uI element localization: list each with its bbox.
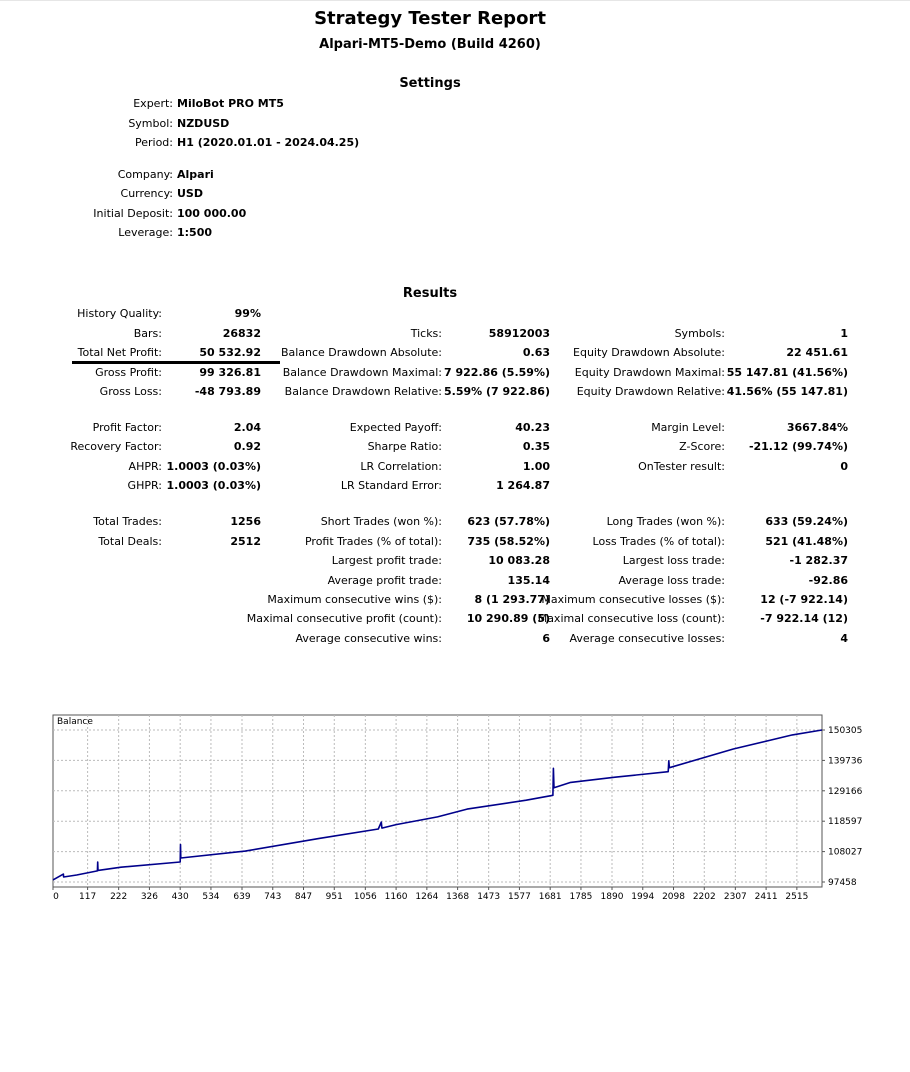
series-legend-label: Balance	[57, 717, 93, 727]
x-tick-label: 1056	[353, 892, 377, 902]
settings-label-expert: Expert:	[133, 97, 173, 110]
result-value-total-net-profit: 50 532.92	[199, 346, 261, 359]
result-label-lr-standard-error: LR Standard Error:	[340, 479, 442, 492]
result-value-average-loss-trade: -92.86	[808, 574, 848, 587]
result-value-ticks: 58912003	[488, 327, 550, 340]
result-label-expected-payoff: Expected Payoff:	[349, 421, 442, 434]
total-net-profit-underline	[72, 361, 280, 364]
result-label-ticks: Ticks:	[410, 327, 442, 340]
settings-label-currency: Currency:	[120, 187, 173, 200]
result-value-ontester-result: 0	[840, 460, 848, 473]
result-value-gross-loss: -48 793.89	[194, 385, 261, 398]
report-title: Strategy Tester Report	[314, 8, 546, 29]
result-label-bars: Bars:	[133, 327, 162, 340]
settings-label-period: Period:	[134, 136, 173, 149]
balance-chart	[0, 705, 910, 905]
result-label-long-trades-won: Long Trades (won %):	[606, 515, 725, 528]
result-value-symbols: 1	[840, 327, 848, 340]
result-value-maximal-consecutive-profit-count: 10 290.89 (5)	[466, 612, 550, 625]
result-value-average-consecutive-wins: 6	[542, 632, 550, 645]
result-value-largest-profit-trade: 10 083.28	[488, 554, 550, 567]
x-tick-label: 222	[110, 892, 128, 902]
result-label-average-consecutive-losses: Average consecutive losses:	[569, 632, 725, 645]
y-tick-label: 118597	[828, 817, 863, 828]
result-value-lr-correlation: 1.00	[522, 460, 550, 473]
result-label-lr-correlation: LR Correlation:	[360, 460, 442, 473]
result-label-equity-drawdown-relative: Equity Drawdown Relative:	[576, 385, 725, 398]
result-label-gross-loss: Gross Loss:	[99, 385, 162, 398]
x-tick-label: 1577	[507, 892, 531, 902]
result-label-balance-drawdown-maximal: Balance Drawdown Maximal:	[282, 366, 442, 379]
result-label-ahpr: AHPR:	[128, 460, 162, 473]
settings-value-expert: MiloBot PRO MT5	[177, 97, 284, 110]
result-label-total-trades: Total Trades:	[93, 515, 162, 528]
result-value-history-quality: 99%	[234, 307, 261, 320]
result-label-z-score: Z-Score:	[679, 440, 725, 453]
settings-value-leverage: 1:500	[177, 226, 213, 239]
x-tick-label: 2411	[754, 892, 778, 902]
x-tick-label: 1473	[477, 892, 501, 902]
settings-label-leverage: Leverage:	[118, 226, 173, 239]
result-value-profit-factor: 2.04	[233, 421, 261, 434]
x-tick-label: 1681	[538, 892, 562, 902]
result-value-maximum-consecutive-losses: 12 (-7 922.14)	[760, 593, 848, 606]
result-label-symbols: Symbols:	[674, 327, 725, 340]
result-value-long-trades-won: 633 (59.24%)	[765, 515, 848, 528]
x-tick-label: 743	[264, 892, 282, 902]
result-label-profit-factor: Profit Factor:	[92, 421, 162, 434]
settings-value-symbol: NZDUSD	[177, 117, 230, 130]
result-label-balance-drawdown-absolute: Balance Drawdown Absolute:	[280, 346, 442, 359]
result-label-total-deals: Total Deals:	[98, 535, 162, 548]
result-value-loss-trades-of-total: 521 (41.48%)	[765, 535, 848, 548]
x-tick-label: 326	[140, 892, 159, 902]
result-value-ghpr: 1.0003 (0.03%)	[166, 479, 261, 492]
settings-value-period: H1 (2020.01.01 - 2024.04.25)	[177, 136, 360, 149]
result-label-average-profit-trade: Average profit trade:	[327, 574, 442, 587]
result-label-margin-level: Margin Level:	[651, 421, 725, 434]
x-tick-label: 2202	[692, 892, 716, 902]
result-value-maximal-consecutive-loss-count: -7 922.14 (12)	[760, 612, 848, 625]
result-value-largest-loss-trade: -1 282.37	[789, 554, 848, 567]
result-label-recovery-factor: Recovery Factor:	[70, 440, 162, 453]
result-value-margin-level: 3667.84%	[786, 421, 848, 434]
result-value-total-deals: 2512	[230, 535, 261, 548]
result-label-gross-profit: Gross Profit:	[95, 366, 162, 379]
result-value-expected-payoff: 40.23	[515, 421, 550, 434]
x-tick-label: 1994	[631, 892, 655, 902]
x-tick-label: 1160	[384, 892, 408, 902]
x-tick-label: 1264	[415, 892, 439, 902]
settings-heading: Settings	[399, 76, 461, 91]
result-value-ahpr: 1.0003 (0.03%)	[166, 460, 261, 473]
result-value-balance-drawdown-relative: 5.59% (7 922.86)	[444, 385, 550, 398]
x-tick-label: 2515	[785, 892, 809, 902]
x-tick-label: 847	[294, 892, 313, 902]
result-value-average-consecutive-losses: 4	[840, 632, 848, 645]
settings-label-symbol: Symbol:	[128, 117, 173, 130]
result-label-balance-drawdown-relative: Balance Drawdown Relative:	[284, 385, 442, 398]
x-tick-label: 639	[233, 892, 251, 902]
x-tick-label: 534	[202, 892, 220, 902]
result-label-average-consecutive-wins: Average consecutive wins:	[295, 632, 442, 645]
x-tick-label: 2307	[723, 892, 747, 902]
result-value-sharpe-ratio: 0.35	[522, 440, 550, 453]
x-tick-label: 2098	[662, 892, 685, 902]
result-value-total-trades: 1256	[230, 515, 261, 528]
y-tick-label: 139736	[828, 756, 863, 767]
result-value-profit-trades-of-total: 735 (58.52%)	[467, 535, 550, 548]
result-label-maximum-consecutive-wins: Maximum consecutive wins ($):	[267, 593, 442, 606]
result-value-balance-drawdown-absolute: 0.63	[522, 346, 550, 359]
chart-frame	[53, 715, 822, 887]
result-label-maximum-consecutive-losses: Maximum consecutive losses ($):	[541, 593, 725, 606]
result-value-short-trades-won: 623 (57.78%)	[467, 515, 550, 528]
result-value-equity-drawdown-absolute: 22 451.61	[786, 346, 848, 359]
settings-label-company: Company:	[117, 168, 173, 181]
y-tick-label: 150305	[828, 726, 863, 736]
result-value-equity-drawdown-relative: 41.56% (55 147.81)	[726, 385, 848, 398]
result-label-largest-loss-trade: Largest loss trade:	[622, 554, 725, 567]
result-value-lr-standard-error: 1 264.87	[496, 479, 550, 492]
settings-value-company: Alpari	[177, 168, 214, 181]
result-label-average-loss-trade: Average loss trade:	[618, 574, 725, 587]
result-label-ghpr: GHPR:	[127, 479, 162, 492]
result-label-ontester-result: OnTester result:	[638, 460, 725, 473]
settings-value-initial-deposit: 100 000.00	[177, 207, 247, 220]
results-heading: Results	[402, 286, 458, 301]
result-value-equity-drawdown-maximal: 55 147.81 (41.56%)	[726, 366, 848, 379]
result-value-maximum-consecutive-wins: 8 (1 293.77)	[474, 593, 550, 606]
result-label-sharpe-ratio: Sharpe Ratio:	[367, 440, 442, 453]
result-label-maximal-consecutive-profit-count: Maximal consecutive profit (count):	[246, 612, 442, 625]
x-tick-label: 951	[325, 892, 343, 902]
result-value-balance-drawdown-maximal: 7 922.86 (5.59%)	[444, 366, 550, 379]
top-border	[0, 0, 910, 1]
x-tick-label: 117	[79, 892, 97, 902]
y-tick-label: 129166	[828, 786, 863, 797]
x-tick-label: 1368	[446, 892, 470, 902]
settings-value-currency: USD	[177, 187, 203, 200]
y-tick-label: 108027	[828, 847, 863, 858]
x-tick-label: 1785	[569, 892, 593, 902]
settings-label-initial-deposit: Initial Deposit:	[93, 207, 173, 220]
result-value-recovery-factor: 0.92	[233, 440, 261, 453]
result-label-profit-trades-of-total: Profit Trades (% of total):	[304, 535, 442, 548]
result-label-largest-profit-trade: Largest profit trade:	[331, 554, 442, 567]
result-label-total-net-profit: Total Net Profit:	[77, 346, 162, 359]
y-tick-label: 97458	[828, 878, 857, 888]
x-tick-label: 430	[171, 892, 189, 902]
result-label-short-trades-won: Short Trades (won %):	[320, 515, 442, 528]
result-label-maximal-consecutive-loss-count: Maximal consecutive loss (count):	[537, 612, 725, 625]
result-value-bars: 26832	[222, 327, 261, 340]
result-label-history-quality: History Quality:	[77, 307, 162, 320]
result-value-z-score: -21.12 (99.74%)	[748, 440, 848, 453]
result-value-gross-profit: 99 326.81	[199, 366, 261, 379]
result-label-loss-trades-of-total: Loss Trades (% of total):	[592, 535, 725, 548]
x-tick-label: 0	[53, 892, 59, 902]
result-label-equity-drawdown-maximal: Equity Drawdown Maximal:	[574, 366, 725, 379]
report-subtitle: Alpari-MT5-Demo (Build 4260)	[319, 37, 541, 52]
result-value-average-profit-trade: 135.14	[507, 574, 550, 587]
x-tick-label: 1890	[600, 892, 624, 902]
result-label-equity-drawdown-absolute: Equity Drawdown Absolute:	[573, 346, 725, 359]
